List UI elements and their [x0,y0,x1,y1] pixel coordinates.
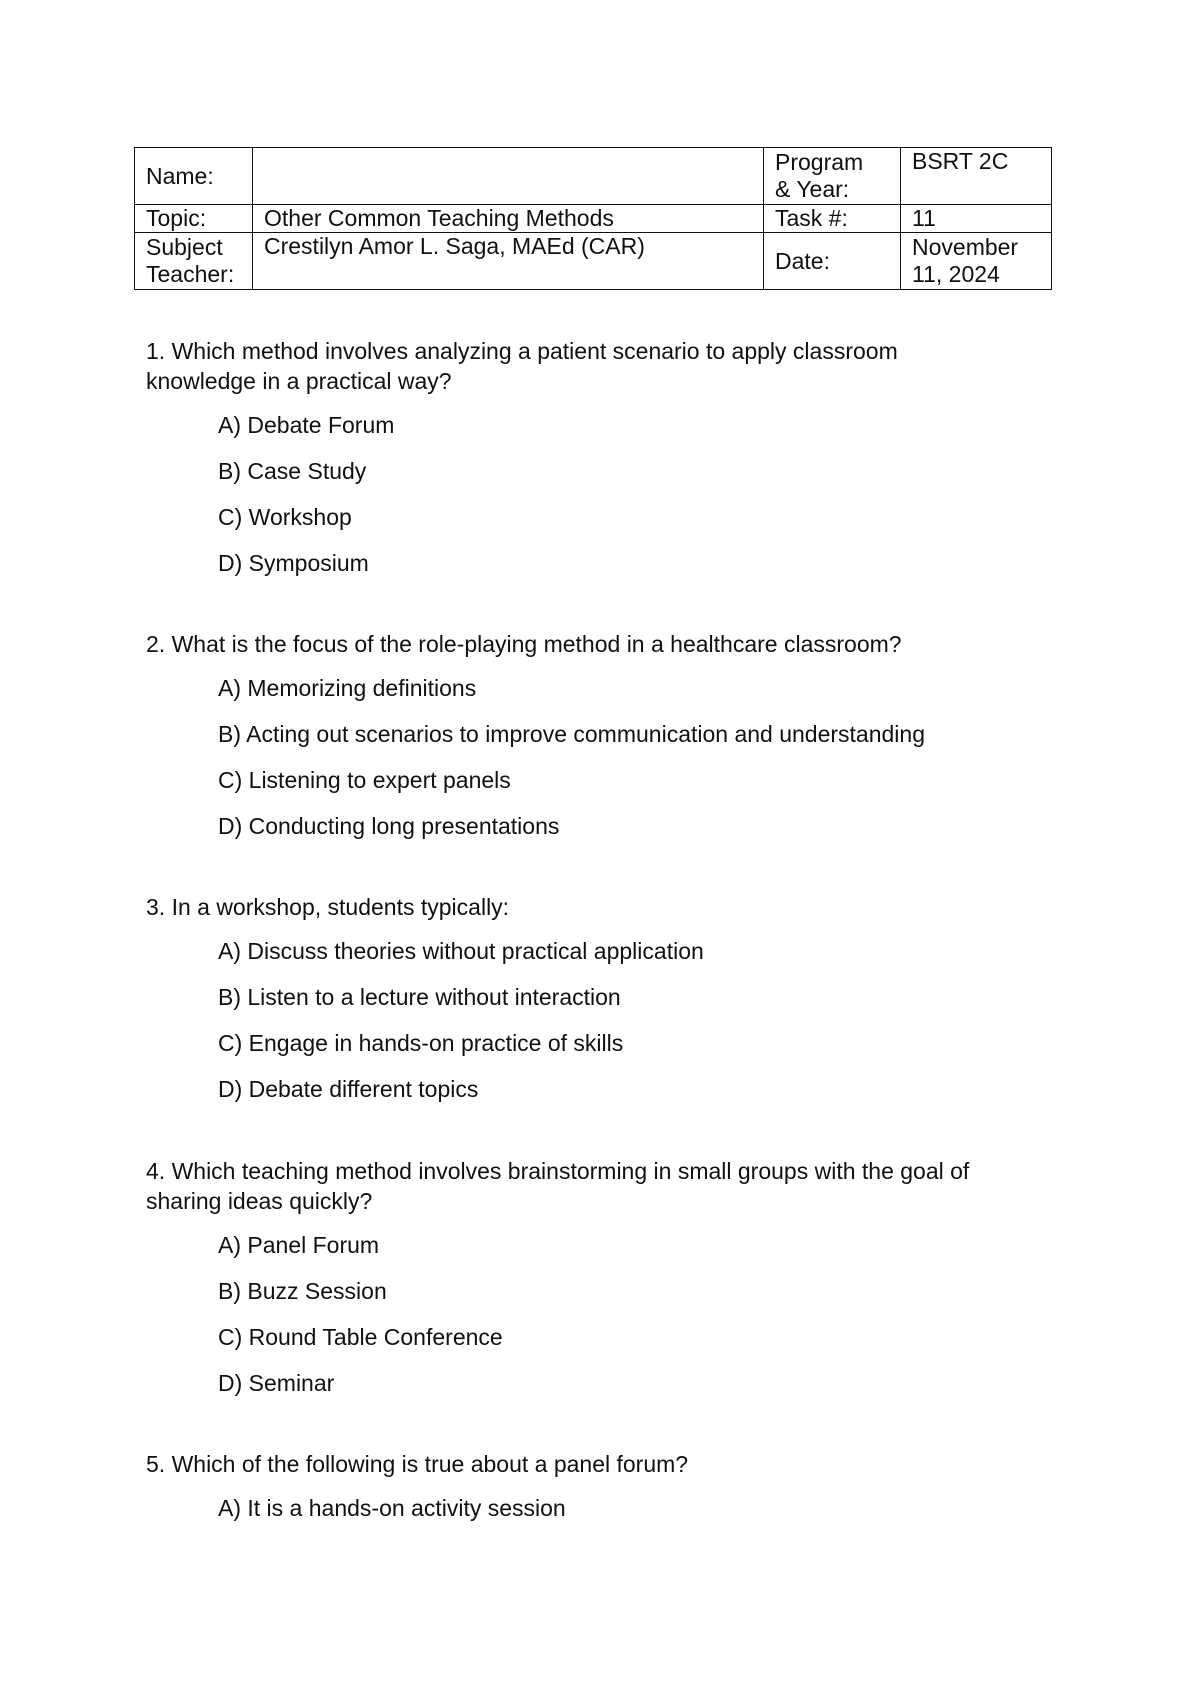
question-4 [146,1156,1036,1398]
option-c[interactable]: C) Workshop [218,504,352,530]
name-field[interactable] [253,148,764,205]
option-list [146,1230,1036,1398]
option-d[interactable]: D) Conducting long presentations [218,813,560,839]
option-a[interactable]: A) Debate Forum [218,412,395,438]
option-list [146,1493,688,1523]
task-label: Task #: [764,205,901,233]
option-c[interactable]: C) Engage in hands-on practice of skills [218,1030,624,1056]
option-a[interactable]: A) Memorizing definitions [218,675,477,701]
date-value: November 11, 2024 [901,233,1052,290]
question-1 [146,336,966,578]
option-list [146,936,704,1104]
option-c[interactable]: C) Round Table Conference [218,1324,503,1350]
topic-label: Topic: [135,205,253,233]
option-c[interactable]: C) Listening to expert panels [218,767,511,793]
option-list [146,673,925,841]
question-text: 3. In a workshop, students typically: [146,894,510,920]
program-value: BSRT 2C [901,148,1052,205]
question-2 [146,629,925,841]
program-label: Program & Year: [764,148,901,205]
option-b[interactable]: B) Case Study [218,458,367,484]
header-info-table [134,147,1052,290]
option-list [146,410,966,578]
date-label: Date: [764,233,901,290]
option-d[interactable]: D) Debate different topics [218,1076,479,1102]
question-text: 1. Which method involves analyzing a patient scenario to apply classroom knowledge in a practical way? [146,338,898,394]
task-value: 11 [901,205,1052,233]
question-3 [146,892,704,1104]
topic-value: Other Common Teaching Methods [253,205,764,233]
teacher-label: Subject Teacher: [135,233,253,290]
option-b[interactable]: B) Buzz Session [218,1278,387,1304]
question-text: 4. Which teaching method involves brainstorming in small groups with the goal of sharing ideas quickly? [146,1158,970,1214]
option-a[interactable]: A) It is a hands-on activity session [218,1495,566,1521]
option-b[interactable]: B) Listen to a lecture without interaction [218,984,621,1010]
name-label: Name: [135,148,253,205]
option-a[interactable]: A) Panel Forum [218,1232,380,1258]
teacher-value: Crestilyn Amor L. Saga, MAEd (CAR) [253,233,764,290]
question-5 [146,1449,688,1523]
option-d[interactable]: D) Seminar [218,1370,335,1396]
option-d[interactable]: D) Symposium [218,550,369,576]
option-a[interactable]: A) Discuss theories without practical application [218,938,704,964]
option-b[interactable]: B) Acting out scenarios to improve communication and understanding [218,721,926,747]
question-text: 5. Which of the following is true about a panel forum? [146,1451,689,1477]
question-text: 2. What is the focus of the role-playing method in a healthcare classroom? [146,631,902,657]
